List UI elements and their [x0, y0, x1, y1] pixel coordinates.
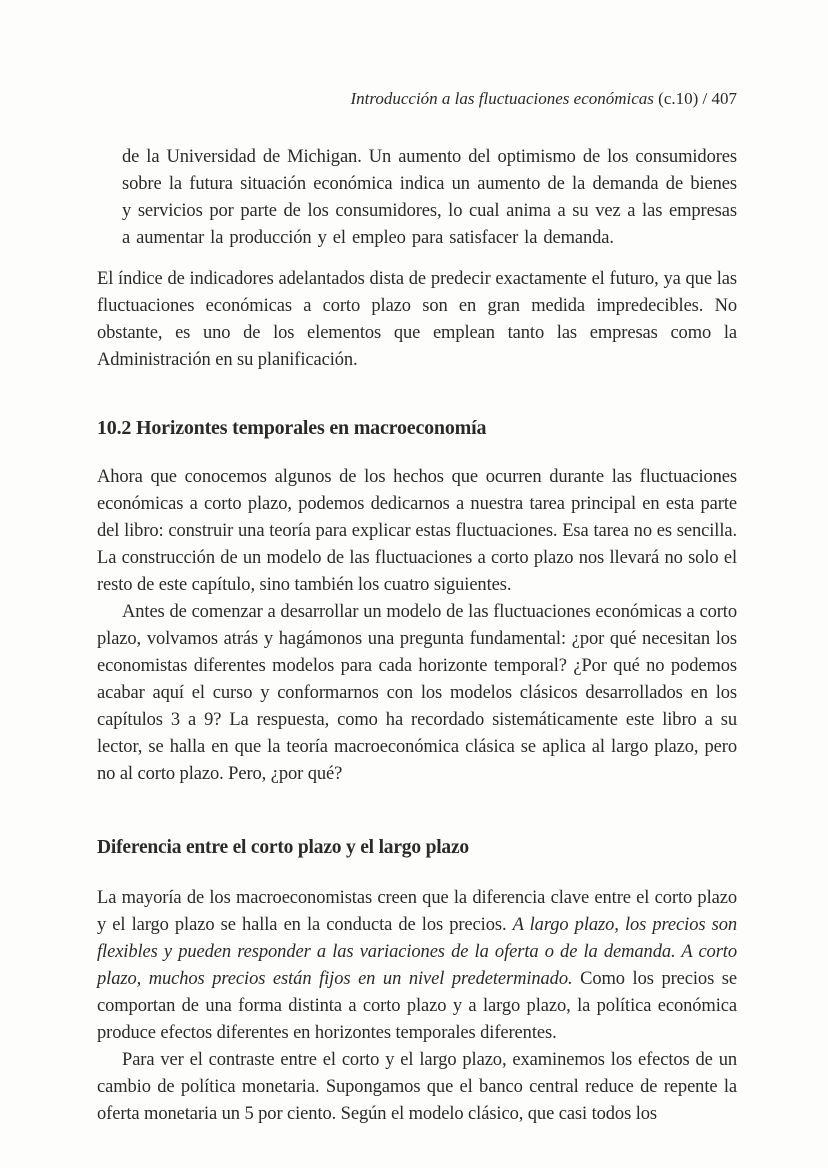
running-head — [97, 88, 737, 110]
section-heading-10-2: 10.2 Horizontes temporales en macroeconomía — [97, 417, 487, 439]
leading-indicators-paragraph: El índice de indicadores adelantados dista de predecir exactamente el futuro, ya que las fluctuaciones económicas a corto plazo son en gran medida impredecibles. No obstante, es uno de los elementos que emplean tanto las empresas como la Administración en su planificación. — [97, 269, 737, 370]
subsection-paragraph-1-roman-before: La mayoría de los macroeconomistas creen que la diferencia clave entre el corto plazo y el largo plazo se halla en la conducta de los precios. — [97, 888, 737, 935]
running-head-page-number: (c.10) / 407 — [653, 89, 737, 108]
subsection-heading-short-vs-long-run: Diferencia entre el corto plazo y el largo plazo — [97, 837, 469, 858]
section-paragraph-1: Ahora que conocemos algunos de los hechos que ocurren durante las fluctuaciones económicas a corto plazo, podemos dedicarnos a nuestra tarea principal en esta parte del libro: construir una teoría para explicar estas fluctuaciones. Esa tarea no es sencilla. La construcción de un modelo de las fluctuaciones a corto plazo nos llevará no solo el resto de este capítulo, sino también los cuatro siguientes. — [97, 467, 737, 595]
case-study-continuation-paragraph: de la Universidad de Michigan. Un aumento del optimismo de los consumidores sobre la futura situación económica indica un aumento de la demanda de bienes y servicios por parte de los consumidores, lo cual anima a su vez a las empresas a aumentar la producción y el empleo para satisfacer la demanda. — [122, 147, 737, 248]
section-paragraph-2: Antes de comenzar a desarrollar un modelo de las fluctuaciones económicas a corto plazo, volvamos atrás y hagámonos una pregunta fundamental: ¿por qué necesitan los economistas diferentes modelos para cada horizonte temporal? ¿Por qué no podemos acabar aquí el curso y conformarnos con los modelos clásicos desarrollados en los capítulos 3 a 9? La respuesta, como ha recordado sistemáticamente este libro a su lector, se halla en que la teoría macroeconómica clásica se aplica al largo plazo, pero no al corto plazo. Pero, ¿por qué? — [97, 602, 737, 784]
subsection-paragraph-1-italic-principle: A largo plazo, los precios son flexibles y pueden responder a las variaciones de la oferta o de la demanda. A corto plazo, muchos precios están fijos en un nivel predeterminado. — [97, 915, 737, 989]
subsection-paragraph-1-roman-after: Como los precios se comportan de una forma distinta a corto plazo y a largo plazo, la política económica produce efectos diferentes en horizontes temporales diferentes. — [97, 969, 737, 1043]
running-head-chapter-title: Introducción a las fluctuaciones económicas — [350, 89, 654, 108]
subsection-paragraph-1 — [97, 885, 737, 1047]
subsection-paragraph-2: Para ver el contraste entre el corto y el largo plazo, examinemos los efectos de un cambio de política monetaria. Supongamos que el banco central reduce de repente la oferta monetaria un 5 por ciento. Según el modelo clásico, que casi todos los — [97, 1050, 737, 1124]
